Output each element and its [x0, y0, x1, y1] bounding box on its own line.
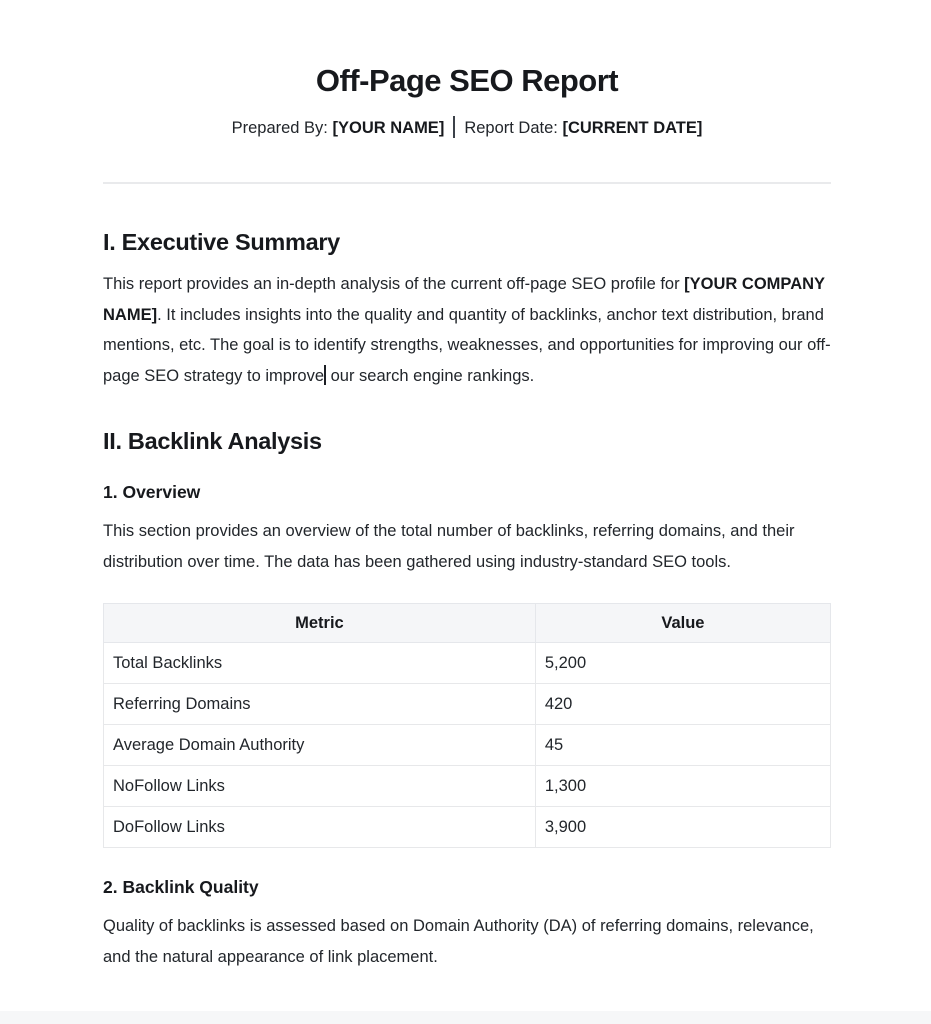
value-cell[interactable]: 3,900 — [535, 807, 830, 848]
report-byline[interactable] — [103, 116, 831, 141]
exec-text-2: . It includes insights into the quality and quantity of backlinks, anchor text distribution, brand mentions, etc. The goal is to identify strengths, weaknesses, and opportunities for improving our off-page SEO strategy to improve — [103, 305, 831, 385]
byline-separator — [453, 116, 455, 138]
company-name-placeholder: [YOUR COMPANY NAME] — [103, 275, 825, 324]
exec-text-1: This report provides an in-depth analysis of the current off-page SEO profile for — [103, 275, 685, 293]
metric-cell[interactable]: Total Backlinks — [104, 643, 536, 684]
sub-heading-overview[interactable]: 1. Overview — [103, 482, 201, 502]
metric-cell[interactable]: DoFollow Links — [104, 807, 536, 848]
prepared-by-label: Prepared By: — [231, 119, 333, 137]
exec-text-3: our search engine rankings. — [326, 366, 535, 385]
value-cell[interactable]: 5,200 — [535, 643, 830, 684]
prepared-by-name: [YOUR NAME] — [332, 119, 445, 137]
overview-paragraph[interactable]: This section provides an overview of the total number of backlinks, referring domains, and their distribution over time. The data has been gathered using industry-standard SEO tools. — [103, 522, 795, 571]
backlink-quality-paragraph[interactable]: Quality of backlinks is assessed based on Domain Authority (DA) of referring domains, relevance, and the natural appearance of link placement. — [103, 917, 814, 966]
metric-cell[interactable]: NoFollow Links — [104, 766, 536, 807]
table-header-value[interactable]: Value — [535, 604, 830, 643]
report-date-label: Report Date: — [464, 119, 563, 137]
backlink-overview-table[interactable] — [103, 603, 831, 848]
metric-cell[interactable]: Referring Domains — [104, 684, 536, 725]
table-row — [104, 684, 831, 725]
bottom-page-edge-band — [0, 1011, 931, 1024]
metric-cell[interactable]: Average Domain Authority — [104, 725, 536, 766]
sub-heading-backlink-quality[interactable]: 2. Backlink Quality — [103, 877, 259, 897]
section-heading-executive-summary[interactable]: I. Executive Summary — [103, 229, 340, 255]
table-header-metric[interactable]: Metric — [104, 604, 536, 643]
header-divider — [103, 182, 831, 184]
report-title[interactable]: Off-Page SEO Report — [315, 63, 619, 98]
executive-summary-paragraph[interactable] — [103, 269, 831, 391]
value-cell[interactable]: 45 — [535, 725, 830, 766]
value-cell[interactable]: 1,300 — [535, 766, 830, 807]
table-row — [104, 725, 831, 766]
section-heading-backlink-analysis[interactable]: II. Backlink Analysis — [103, 428, 322, 454]
report-date-value: [CURRENT DATE] — [562, 119, 703, 137]
table-row — [104, 643, 831, 684]
table-header-row — [104, 604, 831, 643]
table-row — [104, 807, 831, 848]
value-cell[interactable]: 420 — [535, 684, 830, 725]
table-row — [104, 766, 831, 807]
